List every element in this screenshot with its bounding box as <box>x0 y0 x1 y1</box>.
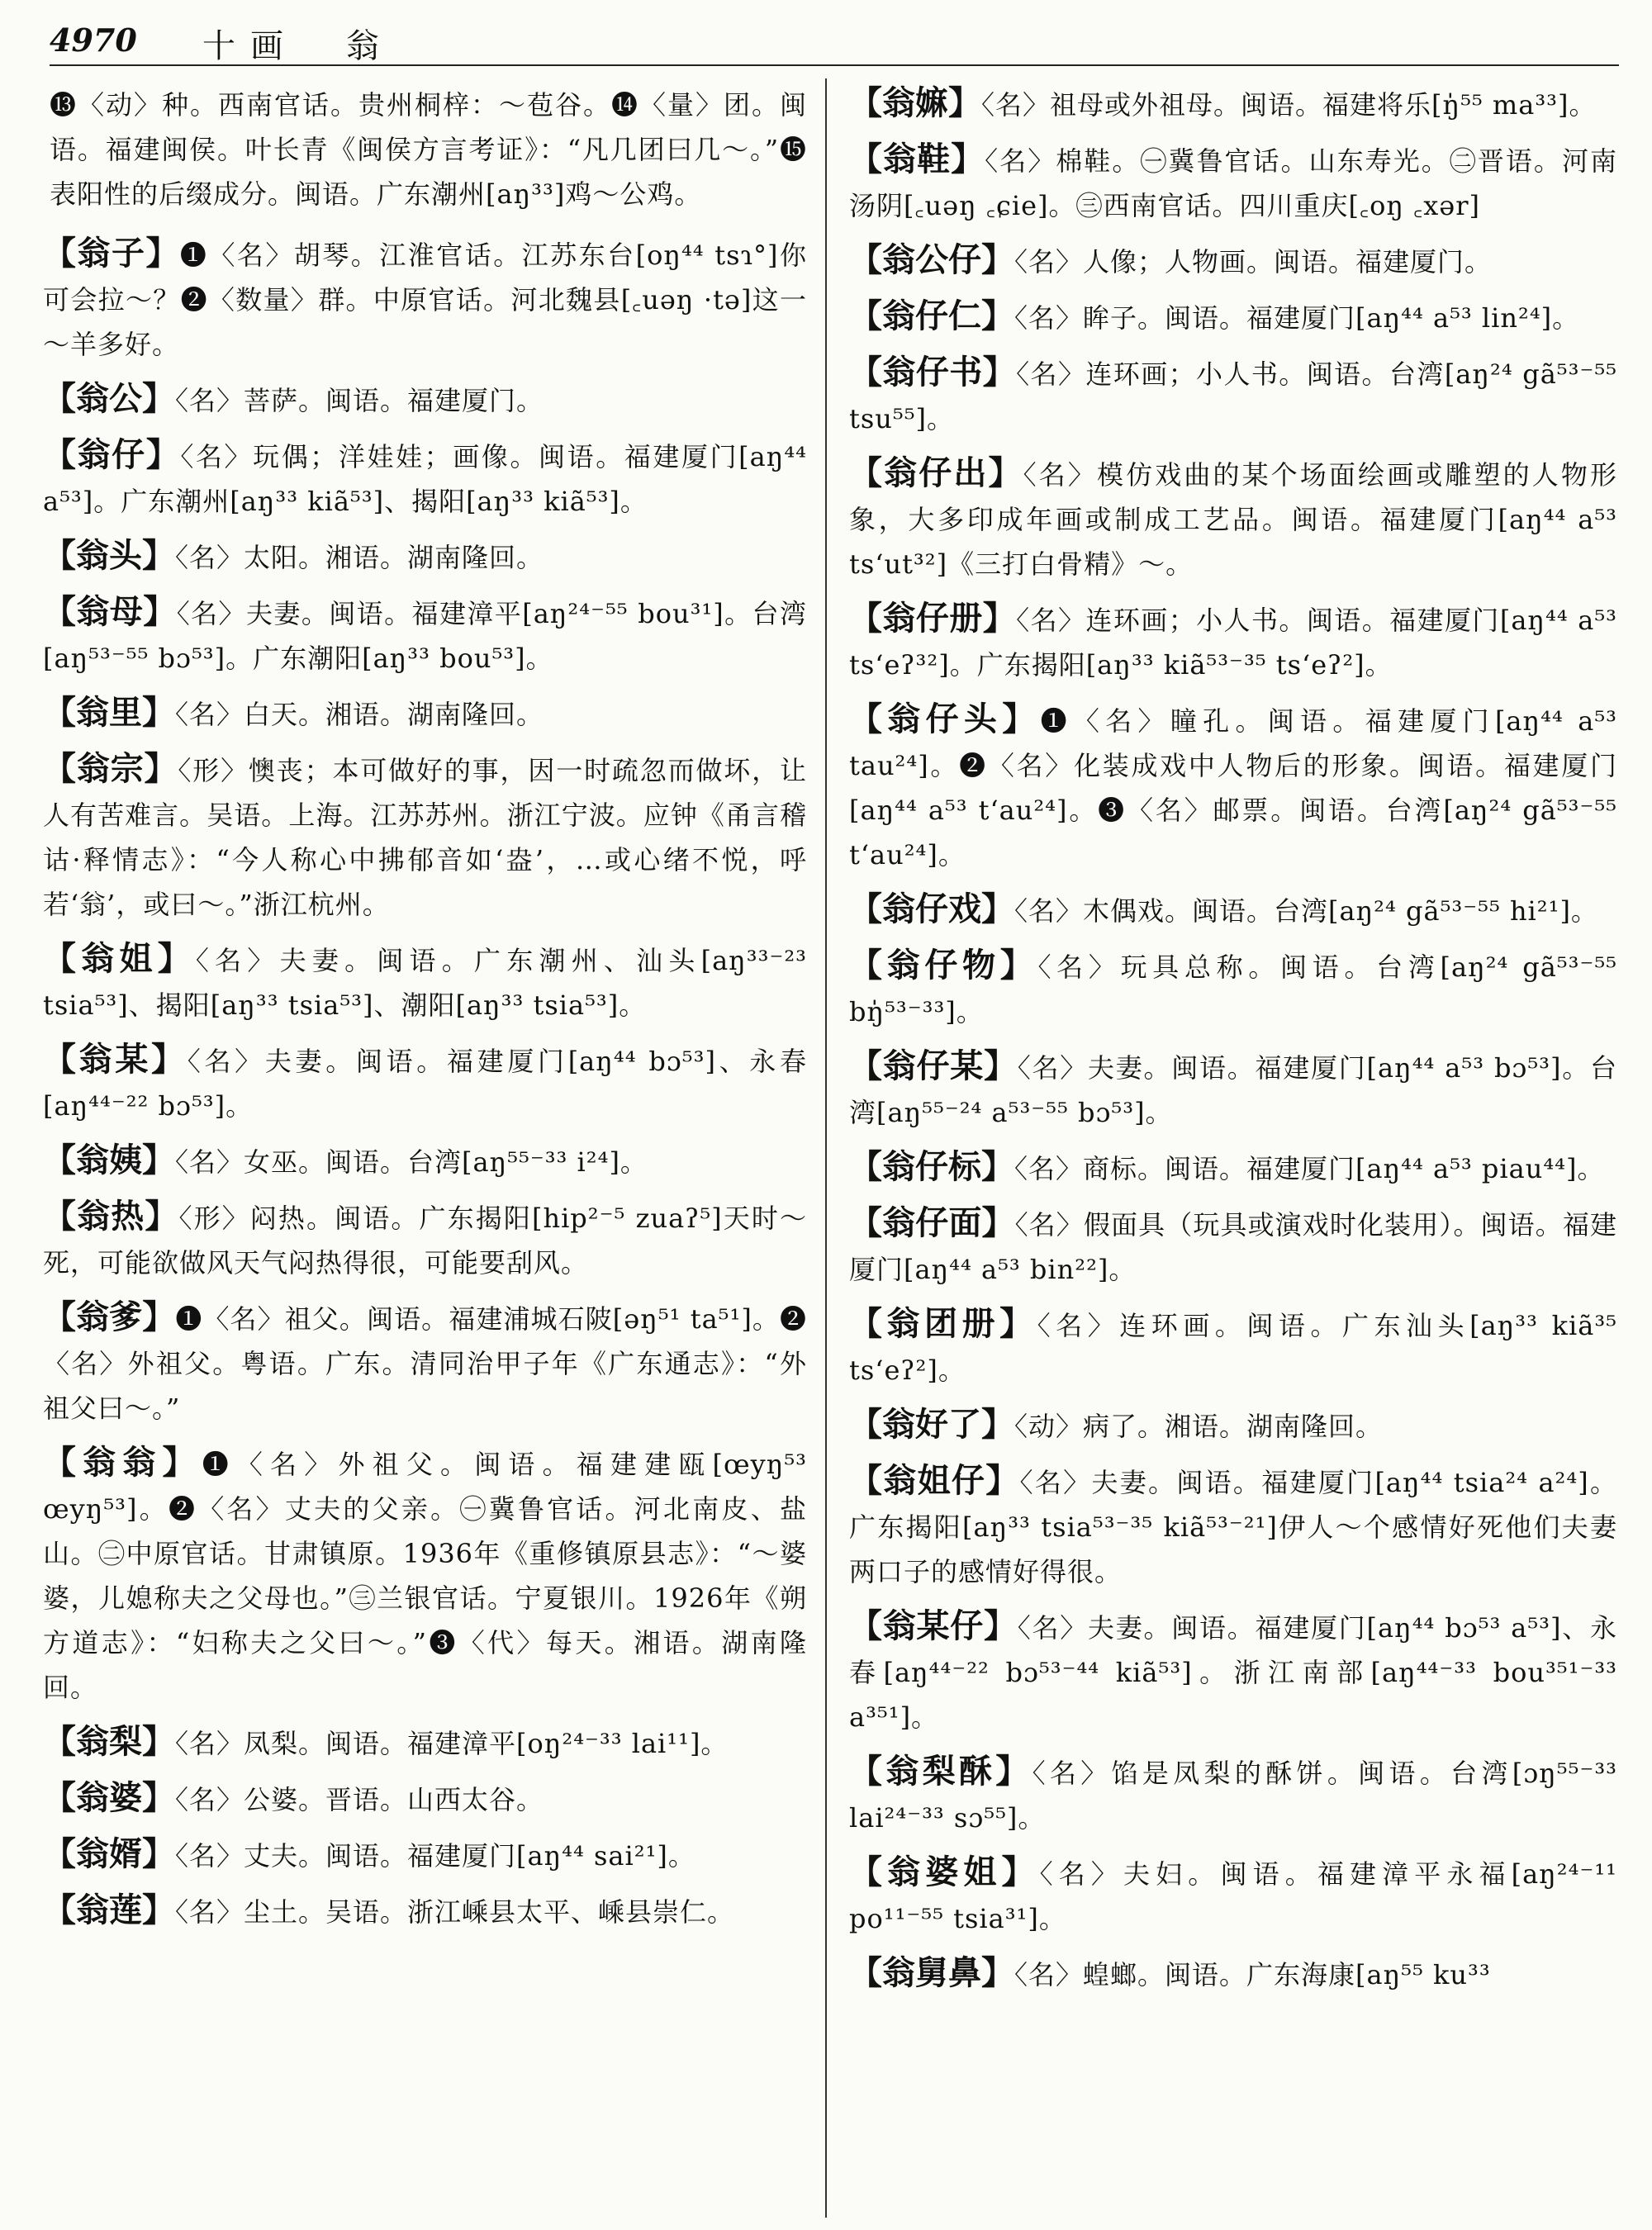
dictionary-entry <box>849 1201 1617 1292</box>
entry-headword: 【翁仔面】 <box>849 1203 1015 1242</box>
dictionary-entry <box>849 137 1617 228</box>
entry-headword: 【翁翁】 <box>43 1443 202 1482</box>
entry-headword: 【翁某】 <box>43 1040 188 1079</box>
header-rule <box>50 64 1619 66</box>
page-header <box>50 15 1619 73</box>
dictionary-entry <box>43 1194 807 1285</box>
entry-body: 〈名〉夫妻。闽语。福建厦门[aŋ⁴⁴ tsia²⁴ a²⁴]。广东揭阳[aŋ³³ tsia⁵³⁻³⁵ kiã⁵³⁻²¹]伊人～个感情好死他们夫妻两口子的感情好得很。 <box>849 1467 1617 1587</box>
entry-headword: 【翁婆】 <box>43 1778 175 1817</box>
entry-headword: 【翁仔册】 <box>849 599 1017 638</box>
dictionary-entry <box>43 1888 807 1934</box>
entry-body: ❶〈名〉祖父。闽语。福建浦城石陂[əŋ⁵¹ ta⁵¹]。❷〈名〉外祖父。粤语。广东。清同治甲子年《广东通志》：“外祖父曰～。” <box>43 1303 807 1424</box>
entry-headword: 【翁仔出】 <box>849 453 1023 492</box>
entry-body: 〈动〉病了。湘语。湖南隆回。 <box>1014 1411 1384 1442</box>
entry-body: 〈名〉人像；人物画。闽语。福建厦门。 <box>1014 246 1493 278</box>
entry-body: 〈名〉假面具（玩具或演戏时化装用）。闽语。福建厦门[aŋ⁴⁴ a⁵³ bin²²]。 <box>849 1209 1617 1285</box>
entry-body: 〈名〉商标。闽语。福建厦门[aŋ⁴⁴ a⁵³ piau⁴⁴]。 <box>1014 1153 1605 1184</box>
entry-body: 〈名〉玩具总称。闽语。台湾[aŋ²⁴ gã⁵³⁻⁵⁵ bŋ̍⁵³⁻³³]。 <box>849 951 1617 1027</box>
entry-headword: 【翁仔仁】 <box>849 297 1014 335</box>
dictionary-entry <box>849 1850 1617 1941</box>
entry-headword: 【翁莲】 <box>43 1891 175 1929</box>
entry-body: 〈名〉祖母或外祖母。闽语。福建将乐[ŋ̍⁵⁵ ma³³]。 <box>981 89 1597 121</box>
entry-body: 〈名〉馅是凤梨的酥饼。闽语。台湾[ɔŋ⁵⁵⁻³³ lai²⁴⁻³³ sɔ⁵⁵]。 <box>849 1758 1617 1834</box>
dictionary-entry <box>43 1295 807 1431</box>
entry-headword: 【翁婿】 <box>43 1834 175 1873</box>
entry-body: 〈名〉女巫。闽语。台湾[aŋ⁵⁵⁻³³ i²⁴]。 <box>175 1146 648 1178</box>
entry-headword: 【翁仔头】 <box>849 700 1041 738</box>
entry-headword: 【翁热】 <box>43 1197 179 1236</box>
entry-headword: 【翁婆姐】 <box>849 1853 1040 1891</box>
dictionary-entry <box>43 377 807 423</box>
entry-body: 〈名〉木偶戏。闽语。台湾[aŋ²⁴ gã⁵³⁻⁵⁵ hi²¹]。 <box>1014 895 1598 927</box>
dictionary-entry <box>43 81 807 216</box>
dictionary-entry <box>849 887 1617 933</box>
right-column <box>849 81 1617 2007</box>
entry-body: 〈名〉凤梨。闽语。福建漳平[oŋ²⁴⁻³³ lai¹¹]。 <box>175 1728 729 1759</box>
entry-headword: 【翁姐】 <box>43 939 196 978</box>
dictionary-entry <box>849 1459 1617 1594</box>
entry-body: 〈名〉连环画；小人书。闽语。福建厦门[aŋ⁴⁴ a⁵³ ts‘eʔ³²]。广东揭阳[aŋ³³ kiã⁵³⁻³⁵ ts‘eʔ²]。 <box>849 605 1617 681</box>
entry-body: 〈名〉眸子。闽语。福建厦门[aŋ⁴⁴ a⁵³ lin²⁴]。 <box>1014 302 1580 334</box>
entry-body: 〈名〉夫妇。闽语。福建漳平永福[aŋ²⁴⁻¹¹ po¹¹⁻⁵⁵ tsia³¹]。 <box>849 1858 1617 1934</box>
dictionary-entry <box>43 1138 807 1184</box>
entry-headword: 【翁子】 <box>43 234 180 273</box>
entry-body: 〈名〉模仿戏曲的某个场面绘画或雕塑的人物形象，大多印成年画或制成工艺品。闽语。福建厦门[aŋ⁴⁴ a⁵³ ts‘ut³²]《三打白骨精》～。 <box>849 459 1617 580</box>
entry-body: 〈形〉懊丧；本可做好的事，因一时疏忽而做坏，让人有苦难言。吴语。上海。江苏苏州。浙江宁波。应钟《甬言稽诂·释情志》：“今人称心中拂郁音如‘盎’，…或心绪不悦，呼若‘翁’，或曰～。”浙江杭州。 <box>43 755 807 920</box>
dictionary-entry <box>43 937 807 1027</box>
dictionary-entry <box>849 238 1617 284</box>
entry-headword: 【翁母】 <box>43 592 177 631</box>
entry-headword: 【翁宗】 <box>43 749 178 788</box>
dictionary-entry <box>43 1720 807 1766</box>
entry-headword: 【翁爹】 <box>43 1298 176 1336</box>
entry-headword: 【翁里】 <box>43 693 175 732</box>
entry-body: 〈名〉丈夫。闽语。福建厦门[aŋ⁴⁴ sai²¹]。 <box>175 1840 695 1872</box>
entry-body: 〈形〉闷热。闽语。广东揭阳[hip²⁻⁵ zuaʔ⁵]天时～死，可能欲做风天气闷热得很，可能要刮风。 <box>43 1203 807 1279</box>
dictionary-entry <box>849 350 1617 441</box>
section-title: 十画 翁 <box>202 27 394 65</box>
entry-body: ❶〈名〉外祖父。闽语。福建建瓯[œyŋ⁵³ œyŋ⁵³]。❷〈名〉丈夫的父亲。㊀冀鲁官话。河北南皮、盐山。㊁中原官话。甘肃镇原。1936年《重修镇原县志》：“～婆婆，儿媳称夫之父母也。”㊂兰银官话。宁夏银川。1926年《朔方道志》：“妇称夫之父曰～。”❸〈代〉每天。湘语。湖南隆回。 <box>43 1449 807 1703</box>
entry-headword: 【翁公仔】 <box>849 240 1014 279</box>
entry-headword: 【翁梨】 <box>43 1722 175 1761</box>
dictionary-entry <box>43 433 807 524</box>
entry-body: 〈名〉夫妻。闽语。福建厦门[aŋ⁴⁴ bɔ⁵³ a⁵³]、永春[aŋ⁴⁴⁻²² bɔ⁵³⁻⁴⁴ kiã⁵³]。浙江南部[aŋ⁴⁴⁻³³ bou³⁵¹⁻³³ a³⁵¹]。 <box>849 1612 1617 1733</box>
dictionary-entry <box>849 451 1617 586</box>
dictionary-entry <box>43 231 807 367</box>
dictionary-entry <box>43 590 807 681</box>
entry-body: 〈名〉夫妻。闽语。广东潮州、汕头[aŋ³³⁻²³ tsia⁵³]、揭阳[aŋ³³ tsia⁵³]、潮阳[aŋ³³ tsia⁵³]。 <box>43 945 807 1021</box>
dictionary-entry <box>43 747 807 927</box>
entry-headword: 【翁团册】 <box>849 1304 1037 1343</box>
entry-body: 〈名〉公婆。晋语。山西太谷。 <box>175 1784 544 1815</box>
dictionary-entry <box>849 596 1617 687</box>
left-column <box>43 81 807 1944</box>
entry-body: 〈名〉夫妻。闽语。福建漳平[aŋ²⁴⁻⁵⁵ bou³¹]。台湾[aŋ⁵³⁻⁵⁵ bɔ⁵³]。广东潮阳[aŋ³³ bou⁵³]。 <box>43 598 807 674</box>
dictionary-entry <box>43 1832 807 1878</box>
entry-headword: 【翁仔戏】 <box>849 890 1014 928</box>
entry-body: 〈名〉白天。湘语。湖南隆回。 <box>175 699 544 730</box>
entry-headword: 【翁仔标】 <box>849 1147 1014 1186</box>
dictionary-entry <box>849 294 1617 340</box>
entry-headword: 【翁舅鼻】 <box>849 1953 1014 1992</box>
dictionary-entry <box>43 1440 807 1710</box>
entry-body: 〈名〉夫妻。闽语。福建厦门[aŋ⁴⁴ a⁵³ bɔ⁵³]。台湾[aŋ⁵⁵⁻²⁴ a⁵³⁻⁵⁵ bɔ⁵³]。 <box>849 1052 1617 1128</box>
entry-headword: 【翁嫲】 <box>849 83 981 122</box>
dictionary-entry <box>849 697 1617 877</box>
dictionary-entry <box>43 1776 807 1822</box>
dictionary-entry <box>849 1402 1617 1449</box>
entry-body: 〈名〉菩萨。闽语。福建厦门。 <box>175 385 544 416</box>
entry-body: ❶〈名〉瞳孔。闽语。福建厦门[aŋ⁴⁴ a⁵³ tau²⁴]。❷〈名〉化装成戏中人物后的形象。闽语。福建厦门[aŋ⁴⁴ a⁵³ t‘au²⁴]。❸〈名〉邮票。闽语。台湾[aŋ²⁴ gã⁵³⁻⁵⁵ t‘au²⁴]。 <box>849 705 1617 871</box>
dictionary-entry <box>43 690 807 737</box>
entry-headword: 【翁头】 <box>43 536 175 575</box>
dictionary-entry <box>849 1145 1617 1191</box>
entry-headword: 【翁公】 <box>43 379 175 418</box>
entry-body: 〈名〉蝗螂。闽语。广东海康[aŋ⁵⁵ ku³³ <box>1014 1959 1491 1990</box>
entry-headword: 【翁好了】 <box>849 1405 1014 1444</box>
column-divider <box>825 78 827 2218</box>
dictionary-entry <box>43 534 807 580</box>
entry-headword: 【翁仔某】 <box>849 1046 1018 1085</box>
dictionary-entry <box>849 1302 1617 1393</box>
entry-headword: 【翁仔书】 <box>849 353 1017 391</box>
entry-headword: 【翁梨酥】 <box>849 1752 1032 1791</box>
entry-body: ❶〈名〉胡琴。江淮官话。江苏东台[oŋ⁴⁴ tsɿ°]你可会拉～？❷〈数量〉群。中原官话。河北魏县[꜀uəŋ ·tə]这一～羊多好。 <box>43 240 807 360</box>
dictionary-entry <box>43 1037 807 1128</box>
entry-body: 〈名〉连环画；小人书。闽语。台湾[aŋ²⁴ gã⁵³⁻⁵⁵ tsu⁵⁵]。 <box>849 358 1617 434</box>
entry-body: 〈名〉连环画。闽语。广东汕头[aŋ³³ kiã³⁵ ts‘eʔ²]。 <box>849 1310 1617 1386</box>
entry-body: 〈名〉夫妻。闽语。福建厦门[aŋ⁴⁴ bɔ⁵³]、永春[aŋ⁴⁴⁻²² bɔ⁵³]。 <box>43 1046 807 1122</box>
dictionary-entry <box>849 1951 1617 1997</box>
dictionary-entry <box>849 1604 1617 1739</box>
page-number: 4970 <box>50 21 137 59</box>
entry-headword: 【翁某仔】 <box>849 1606 1018 1645</box>
entry-body: 〈名〉尘土。吴语。浙江嵊县太平、嵊县崇仁。 <box>175 1896 735 1928</box>
entry-headword: 【翁仔物】 <box>849 946 1038 985</box>
entry-body: 〈名〉棉鞋。㊀冀鲁官话。山东寿光。㊁晋语。河南汤阴[꜀uəŋ ꜀ɕie]。㊂西南官话。四川重庆[꜀oŋ ꜀xər] <box>849 145 1617 221</box>
dictionary-entry <box>849 1749 1617 1840</box>
entry-headword: 【翁仔】 <box>43 435 181 474</box>
dictionary-entry <box>849 81 1617 127</box>
entry-headword: 【翁姨】 <box>43 1141 175 1179</box>
entry-headword: 【翁鞋】 <box>849 140 985 178</box>
entry-body: ⓭〈动〉种。西南官话。贵州桐梓：～苞谷。⓮〈量〉团。闽语。福建闽侯。叶长青《闽侯方言考证》：“凡几团曰几～。”⓯表阳性的后缀成分。闽语。广东潮州[aŋ³³]鸡～公鸡。 <box>50 89 807 210</box>
dictionary-entry <box>849 943 1617 1034</box>
entry-headword: 【翁姐仔】 <box>849 1461 1020 1500</box>
dictionary-entry <box>849 1044 1617 1135</box>
entry-body: 〈名〉太阳。湘语。湖南隆回。 <box>175 542 544 573</box>
entry-body: 〈名〉玩偶；洋娃娃；画像。闽语。福建厦门[aŋ⁴⁴ a⁵³]。广东潮州[aŋ³³ kiã⁵³]、揭阳[aŋ³³ kiã⁵³]。 <box>43 441 807 517</box>
